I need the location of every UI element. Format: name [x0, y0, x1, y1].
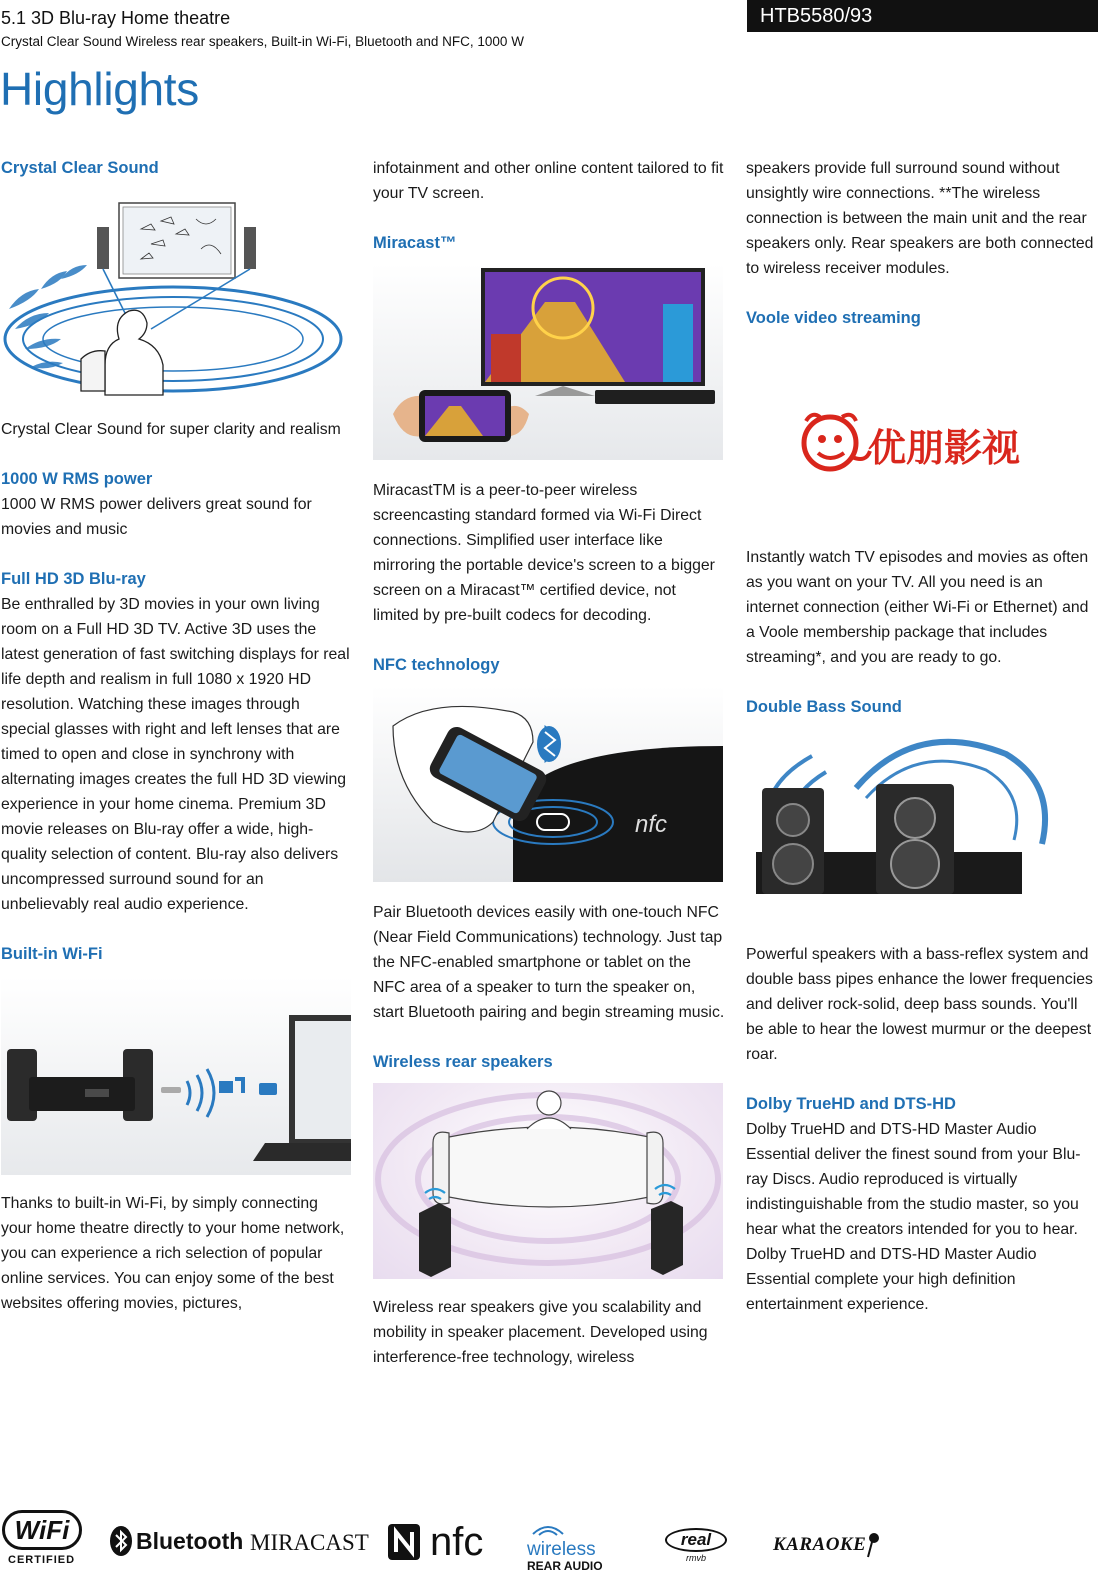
text-nfc-technology: Pair Bluetooth devices easily with one-touch NFC (Near Field Communications) technology. Just tap the NFC-enabled smartphone or tablet on the NFC area of a speaker to turn the speaker on, start Bluetooth pairing and begin streaming music. — [373, 904, 725, 1021]
text-built-in-wifi: Thanks to built-in Wi-Fi, by simply connecting your home theatre directly to your home network, you can experience a rich selection of popular online services. You can enjoy some of the best websites offering movies, pictures, — [1, 1195, 345, 1312]
voole-logo-text: 优朋影视 — [868, 426, 1021, 470]
microphone-icon — [866, 1532, 880, 1558]
text-voole-video-streaming: Instantly watch TV episodes and movies as often as you want on your TV. All you need is an internet connection (either Wi-Fi or Ethernet) and a Voole membership package that includes streaming*, and you are ready to go. — [746, 549, 1089, 666]
nfc-n-icon — [388, 1524, 420, 1560]
product-subtitle: Crystal Clear Sound Wireless rear speakers, Built-in Wi-Fi, Bluetooth and NFC, 1000 W — [1, 34, 524, 49]
nfc-logo — [388, 1520, 484, 1564]
model-badge: HTB5580/93 — [747, 0, 1098, 32]
wifi-logo-text: WiFi — [2, 1510, 82, 1550]
rmvb-text: rmvb — [686, 1553, 706, 1563]
wireless-rear-audio-logo — [527, 1522, 603, 1573]
text-crystal-clear-sound: Crystal Clear Sound for super clarity and realism — [1, 421, 341, 438]
text-1000w-rms-power: 1000 W RMS power delivers great sound for movies and music — [1, 496, 312, 538]
column-3 — [746, 156, 1098, 1317]
heading-wireless-rear-speakers: Wireless rear speakers — [373, 1053, 553, 1071]
text-full-hd-3d-bluray: Be enthralled by 3D movies in your own living room on a Full HD 3D TV. Active 3D uses the latest generation of fast switching displays for real life depth and realism in full 1080 x 1920 HD resolution. Watching these images through special glasses with right and left lenses that are timed to open and close in synchrony with alternating images creates the full HD 3D viewing experience in your home cinema. Premium 3D movie releases on Blu-ray offer a wide, high-quality selection of content. Blu-ray also delivers uncompressed surround sound for an unbelievably real audio experience. — [1, 596, 350, 913]
text-wireless-continued: speakers provide full surround sound without unsightly wire connections. **The wireless connection is between the main unit and the rear speakers only. Rear speakers are both connected to wireless receiver modules. — [746, 160, 1094, 277]
heading-dolby-truehd-dts-hd: Dolby TrueHD and DTS-HD — [746, 1095, 956, 1113]
crystal-clear-sound-image — [1, 189, 351, 399]
text-double-bass-sound: Powerful speakers with a bass-reflex system and double bass pipes enhance the lower frequencies and deliver rock-solid, deep bass sounds. You'll be able to hear the lowest murmur or the deepest roar. — [746, 946, 1093, 1063]
nfc-text: nfc — [430, 1520, 484, 1564]
text-miracast: MiracastTM is a peer-to-peer wireless screencasting standard formed via Wi-Fi Direct connections. Simplified user interface like mirroring the portable device's screen to a bigger screen on a Miracast™ certified device, not limited by pre-built codecs for decoding. — [373, 482, 715, 624]
heading-voole-video-streaming: Voole video streaming — [746, 309, 921, 327]
built-in-wifi-image — [1, 977, 351, 1175]
wifi-certified-text: CERTIFIED — [8, 1554, 76, 1566]
voole-logo-area — [746, 331, 1098, 545]
nfc-image — [373, 686, 723, 882]
miracast-logo: MIRACAST — [250, 1530, 369, 1555]
heading-crystal-clear-sound: Crystal Clear Sound — [1, 159, 159, 177]
heading-1000w-rms-power: 1000 W RMS power — [1, 470, 153, 488]
heading-double-bass-sound: Double Bass Sound — [746, 698, 902, 716]
heading-built-in-wifi: Built-in Wi-Fi — [1, 945, 103, 963]
nfc-image-logo: nfc — [635, 811, 668, 838]
page-title: Highlights — [0, 63, 199, 115]
bluetooth-text: Bluetooth — [136, 1527, 244, 1554]
footer-logos — [0, 1510, 1098, 1583]
text-wifi-continued: infotainment and other online content tailored to fit your TV screen. — [373, 160, 724, 202]
wifi-certified-logo — [2, 1510, 82, 1566]
column-2 — [373, 156, 725, 1370]
heading-miracast: Miracast™ — [373, 234, 457, 252]
product-line: 5.1 3D Blu-ray Home theatre — [1, 8, 231, 28]
text-wireless-rear-speakers: Wireless rear speakers give you scalability and mobility in speaker placement. Developed using interference-free technology, wireless — [373, 1299, 708, 1366]
real-text: real — [665, 1528, 727, 1552]
karaoke-logo — [773, 1532, 880, 1558]
karaoke-text: KARAOKE — [773, 1534, 867, 1555]
heading-nfc-technology: NFC technology — [373, 656, 500, 674]
voole-mascot-icon — [796, 407, 876, 477]
column-1 — [1, 156, 353, 1316]
double-bass-sound-image — [746, 728, 1096, 924]
heading-full-hd-3d-bluray: Full HD 3D Blu-ray — [1, 570, 146, 588]
rear-audio-text: REAR AUDIO — [527, 1559, 603, 1573]
bluetooth-logo — [110, 1526, 243, 1556]
miracast-image — [373, 264, 723, 460]
text-dolby-truehd-dts-hd: Dolby TrueHD and DTS-HD Master Audio Essential deliver the finest sound from your Blu-ray Discs. Audio reproduced is virtually indistinguishable from the studio master, so you hear what the creators intended for you to hear. Dolby TrueHD and DTS-HD Master Audio Essential complete your high definition entertainment experience. — [746, 1121, 1081, 1313]
wireless-signal-icon — [531, 1522, 565, 1536]
wireless-rear-speakers-image — [373, 1083, 723, 1279]
wireless-text: wireless — [527, 1539, 596, 1560]
bluetooth-icon — [110, 1526, 132, 1556]
real-rmvb-logo — [665, 1528, 727, 1563]
